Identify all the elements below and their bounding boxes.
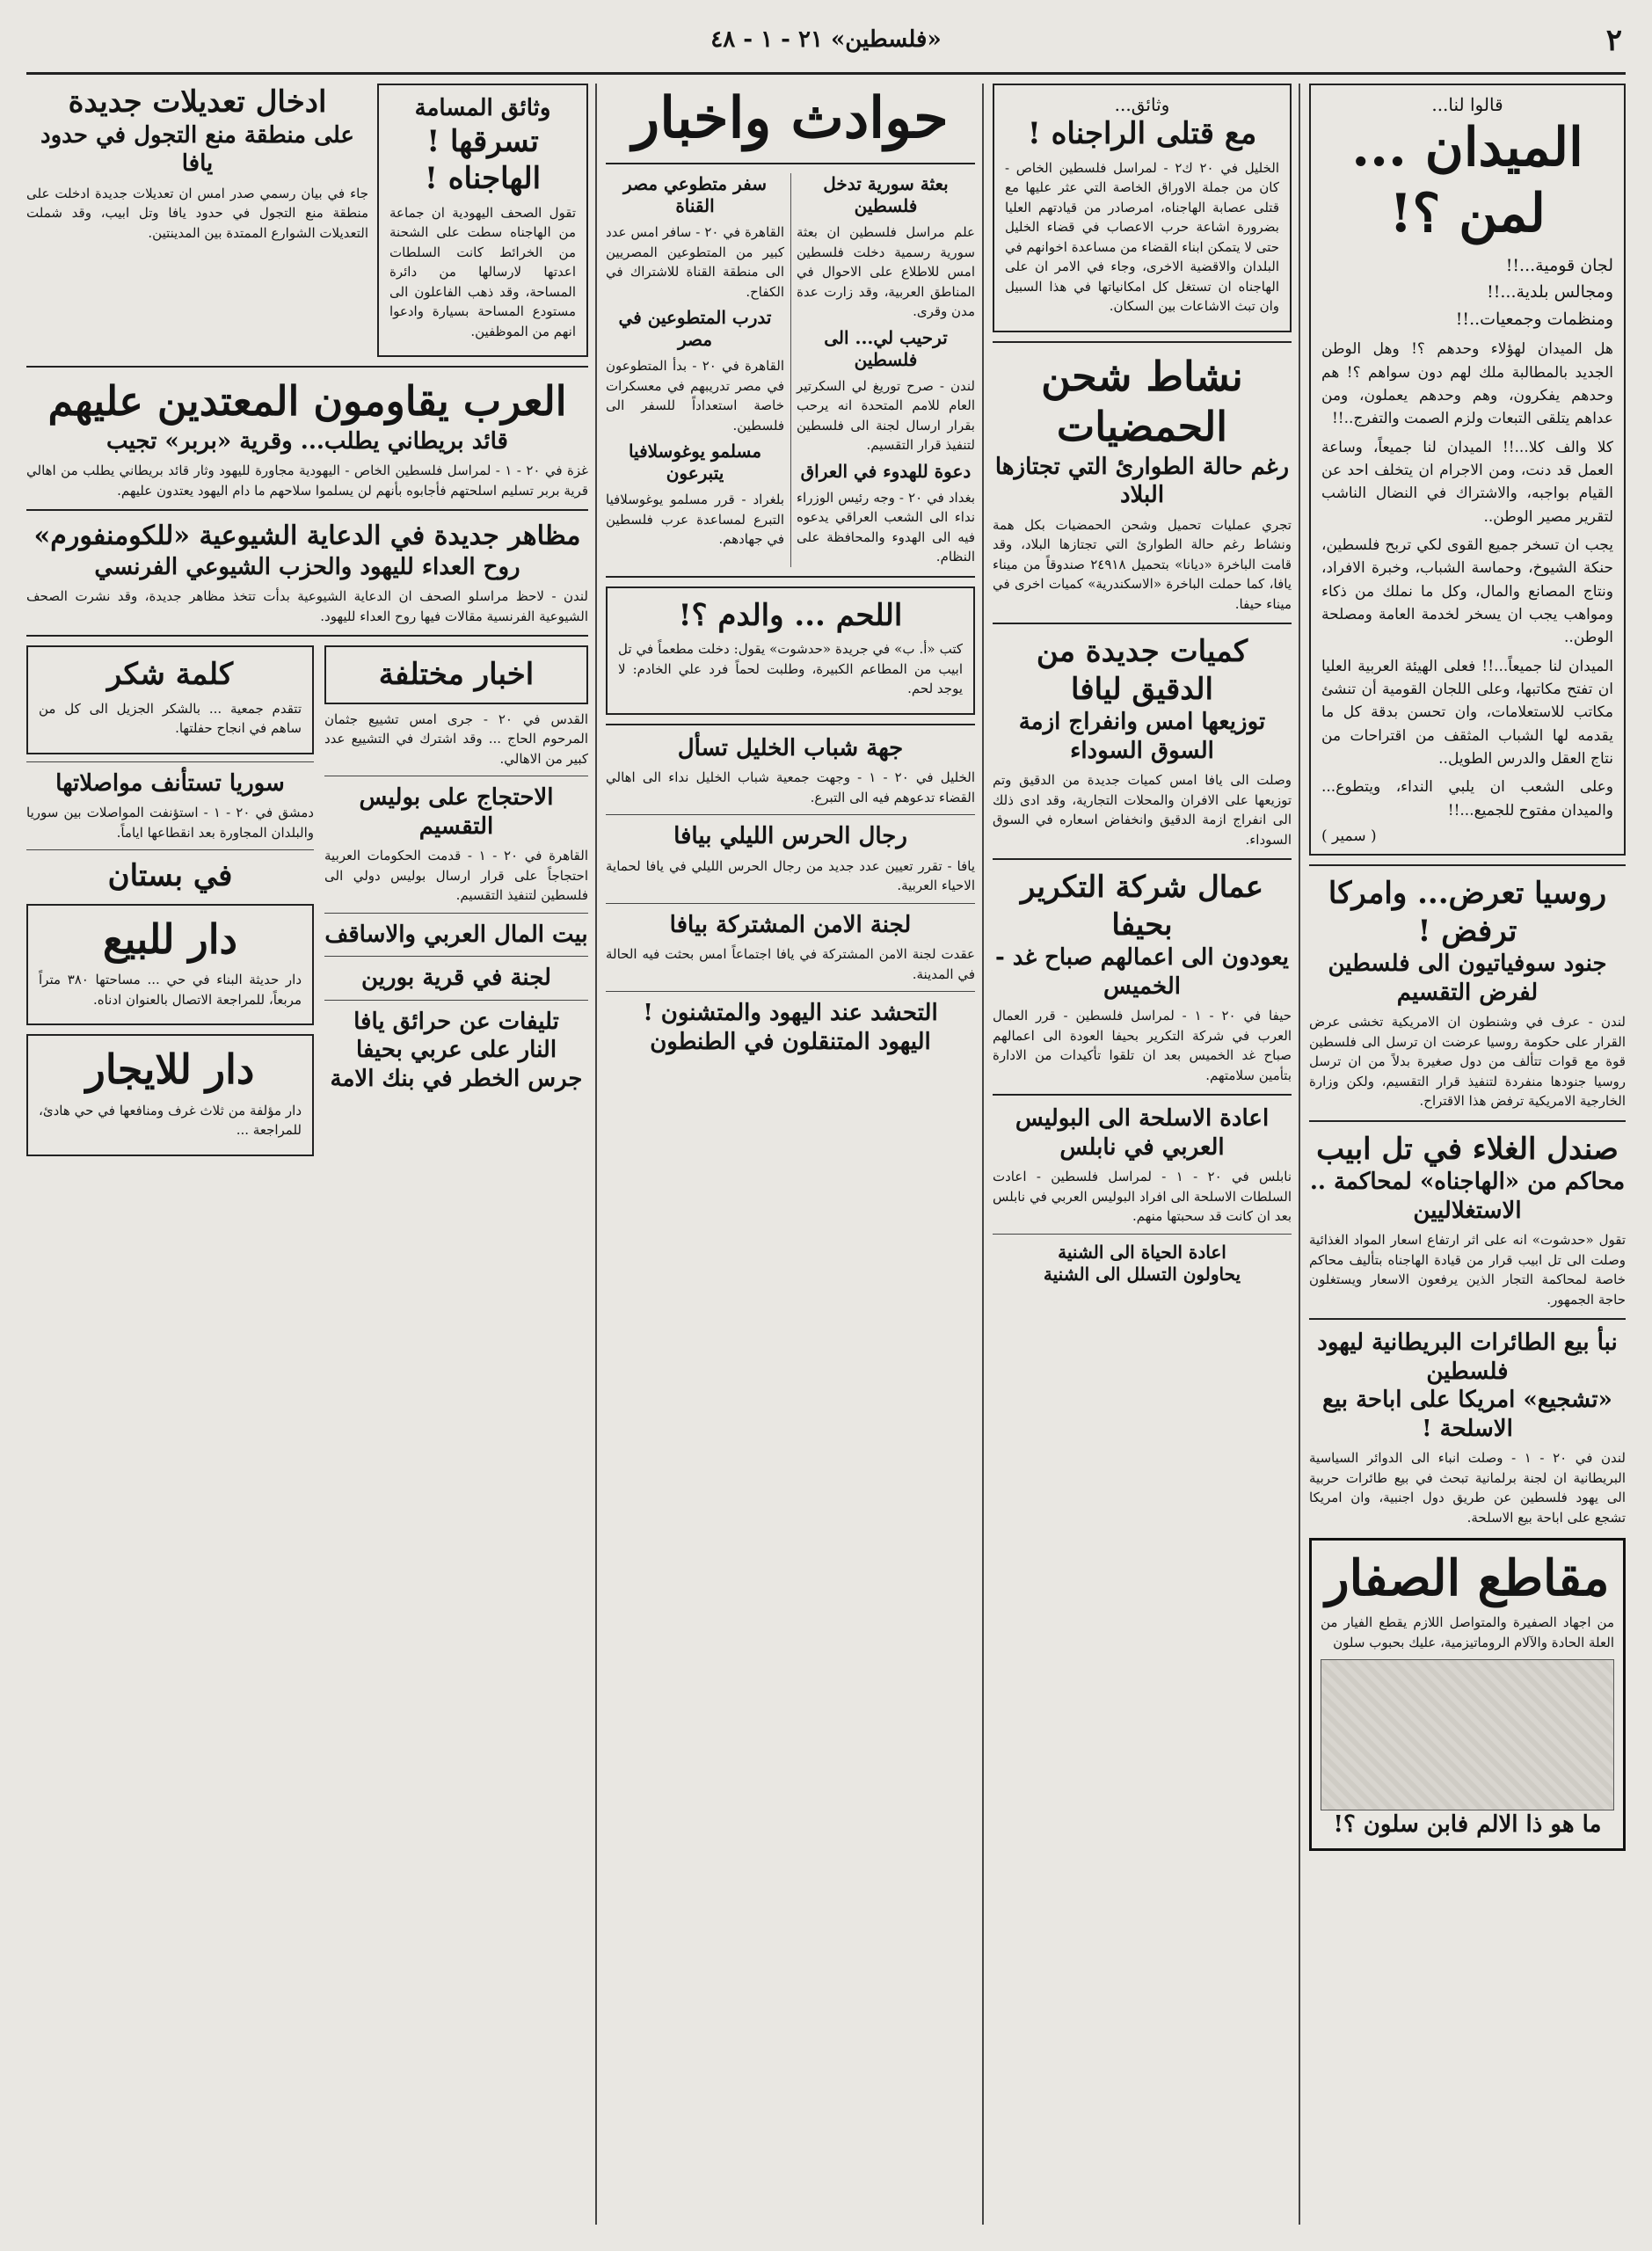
flour-body: وصلت الى يافا امس كميات جديدة من الدقيق وتم توزيعها على الافران والمحلات التجارية، وقد ادى ذلك الى انفراج ازمة الدقيق وانخفاض اسعاره في السوق السوداء.	[993, 772, 1292, 848]
column-right	[1309, 84, 1626, 2233]
editorial-paragraph: هل الميدان لهؤلاء وحدهم ؟! وهل الوطن الجديد بالمطالبة ملك لهم دون سواهم ؟! هم وحدهم يفكرون، وهم وحدهم يعملون، ومن عداهم يتلقى التبعات ولزم الصمت والتفرج..!!	[1321, 340, 1613, 428]
prices-headline: صندل الغلاء في تل ابيب	[1316, 1131, 1619, 1167]
brief-body: لندن - صرح توريغ لي السكرتير العام للامم المتحدة انه يرحب بقرار ارسال لجنة الى فلسطين لتنفيذ قرار التقسيم.	[797, 377, 975, 453]
syria-body: دمشق في ٢٠ - ١ - استؤنفت المواصلات بين سوريا والبلدان المجاورة بعد انقطاعها اياماً.	[26, 805, 314, 841]
brief-title: جهة شباب الخليل تسأل	[677, 734, 904, 761]
haifa-headline: النار على عربي بحيفا	[355, 1037, 557, 1063]
documents-headline: مع قتلى الراجناه !	[1027, 116, 1257, 151]
survey-subheadline: تسرقها ! الهاجناه !	[424, 123, 542, 196]
flour-subheadline: توزيعها امس وانفراج ازمة السوق السوداء	[1018, 709, 1266, 764]
section-label: قالوا لنا...	[1431, 94, 1503, 115]
police-body: نابلس في ٢٠ - ١ - لمراسل فلسطين - اعادت السلطات الاسلحة الى افراد البوليس العربي في نابلس بعد ان كانت قد سحبتها منهم.	[993, 1169, 1292, 1224]
citrus-subheadline: رغم حالة الطوارئ التي تجتازها البلاد	[994, 453, 1290, 508]
survey-headline: وثائق المسامة	[414, 95, 551, 121]
brief-body: بغداد في ٢٠ - وجه رئيس الوزراء نداء الى الشعب العراقي يدعوه فيه الى الهدوء والمحافظة على النظام.	[797, 489, 975, 565]
column-center	[606, 84, 975, 2233]
brief-title: سفر متطوعي مصر القناة	[622, 173, 768, 216]
issue-line: «فلسطين» ٢١ - ١ - ٤٨	[710, 26, 942, 53]
brief-title: اليهود المتنقلون في الطنطون	[650, 1028, 931, 1055]
misc-body: القدس في ٢٠ - جرى امس تشييع جثمان المرحوم الحاج ... وقد اشترك في التشييع عدد كبير من الاهالي.	[324, 710, 588, 767]
documents-body: الخليل في ٢٠ ك٢ - لمراسل فلسطين الخاص - كان من جملة الاوراق الخاصة التي عثر عليها مع قتلى عصابة الهاجناه، امرصادر من قيادتهم العليا بضرورة اشاعة حرب الاعصاب في قضاء الخليل حتى لا يتمكن ابناء القضاء من مساعدة اخوانهم في البلدان والاقضية الاخرى، وجاء في الامر ان على الهاجناه ان تستغل كل امكانياتها في هذا السبيل وان تبث الاشاعات بين السكان.	[1005, 159, 1280, 314]
signature: ( سمير )	[1321, 827, 1377, 846]
brief-title: تدرب المتطوعين في مصر	[618, 307, 772, 350]
arabs-body: غزة في ٢٠ - ١ - لمراسل فلسطين الخاص - اليهودية مجاورة لليهود وثار قائد بريطاني يطلب من اهالي قرية بربر تسليم اسلحتهم فأجابوه بأنهم لن يسلموا سلاحهم ما دام اليهود يعتدون عليهم.	[26, 463, 588, 499]
prices-subheadline: محاكم من «الهاجناه» لمحاكمة .. الاستغلاليين	[1309, 1169, 1626, 1224]
russia-body: لندن - عرف في وشنطون ان الامريكية تخشى عرض القرار على حكومة روسيا عرضت ان ترسل الى فلسطين قوة مع قوات تتألف من دول صغيرة بدلاً من ان ترسل روسيا جنودها منفردة لتنفيذ قرار التقسيم، ولكن وزارة الخارجية الامريكية ترفض هذا الاقتراح.	[1309, 1014, 1626, 1110]
top-left-row	[26, 84, 588, 357]
ad-title: مقاطع الصفار	[1325, 1549, 1610, 1608]
intro-list	[1321, 252, 1613, 332]
classifieds	[26, 645, 314, 1156]
masthead	[26, 16, 1626, 75]
curfew-article	[26, 84, 368, 357]
arabs-subheadline: قائد بريطاني يطلب... وقرية «بربر» تجيب	[106, 427, 508, 455]
brief-title: بعثة سورية تدخل فلسطين	[823, 173, 949, 216]
prices-body: تقول «حدشوت» انه على اثر ارتفاع اسعار المواد الغذائية وصلت الى تل ابيب قرار من قيادة الهاجناه بتأليف محاكم خاصة لمحاكمة التجار الذين يرفعون الاسعار ويستغلون حاجة الجمهور.	[1309, 1232, 1626, 1308]
refinery-subheadline: يعودون الى اعمالهم صباح غد - الخميس	[994, 944, 1290, 1000]
arabs-headline: العرب يقاومون المعتدين عليهم	[47, 377, 567, 425]
rent-body: دار مؤلفة من ثلاث غرف ومنافعها في حي هادئ، للمراجعة ...	[39, 1102, 302, 1138]
ad-body: من اجهاد الصفيرة والمتواصل اللازم يقطع الفيار من العلة الحادة والآلام الروماتيزمية، عليك بحبوب سلون	[1321, 1614, 1614, 1650]
editorial-box	[1309, 84, 1626, 856]
thanks-body: تتقدم جمعية ... بالشكر الجزيل الى كل من ساهم في انجاح حفلتها.	[39, 700, 302, 736]
news-section-headline: حوادث واخبار	[632, 85, 949, 151]
column-right-2	[993, 84, 1292, 2233]
misc-news	[324, 645, 588, 1156]
lower-left-row	[26, 645, 588, 1156]
flour-headline: كميات جديدة من الدقيق ليافا	[1036, 634, 1248, 707]
communism-body: لندن - لاحظ مراسلو الصحف ان الدعاية الشيوعية بدأت تتخذ مظاهر جديدة، وقد نشرت الصحف الشيوعية الفرنسية مقالات فيها روح العداء لليهود.	[26, 588, 588, 624]
survey-body: تقول الصحف اليهودية ان جماعة من الهاجناه سطت على الشحنة من الخرائط كانت السلطات اعدتها لارسالها من دائرة المساحة، وقد ذهب الفاعلون الى مستودع المساحة بسيارة وادعوا انهم من الموظفين.	[389, 204, 576, 339]
citrus-headline: نشاط شحن الحمضيات	[1041, 352, 1243, 450]
brief-title: رجال الحرس الليلي بيافا	[673, 823, 907, 849]
brief-body: عقدت لجنة الامن المشتركة في يافا اجتماعاً امس بحثت فيه الحالة في المدينة.	[606, 946, 975, 982]
police-headline: اعادة الاسلحة الى البوليس العربي في نابلس	[1015, 1105, 1270, 1161]
brief-body: الخليل في ٢٠ - ١ - وجهت جمعية شباب الخليل نداء الى اهالي القضاء تدعوهم فيه الى التبرع.	[606, 769, 975, 805]
documents-box	[993, 84, 1292, 332]
list-item: لجان قومية...!!	[1505, 256, 1613, 275]
sale-ad	[26, 904, 314, 1026]
rent-title: دار للايجار	[85, 1045, 255, 1093]
advertisement	[1309, 1538, 1626, 1851]
news-briefs	[606, 173, 975, 567]
syria-headline: سوريا تستأنف مواصلاتها	[55, 769, 285, 797]
ad-slogan: ما هو ذا الالم فابن سلون ؟!	[1333, 1811, 1602, 1839]
brief-title: ترحيب لي... الى فلسطين	[824, 326, 948, 370]
thanks-headline: كلمة شكر	[106, 657, 234, 692]
fire-headline: تليفات عن حرائق يافا	[353, 1008, 559, 1035]
page-number: ٢	[1605, 23, 1622, 58]
village-headline: لجنة في قرية بورين	[361, 965, 551, 991]
editorial-paragraph: وعلى الشعب ان يلبي النداء، ويتطوع... والميدان مفتوح للجميع...!!	[1321, 778, 1613, 820]
protest-headline: الاحتجاج على بوليس التقسيم	[359, 784, 554, 840]
thanks-box	[26, 645, 314, 754]
brief-body: القاهرة في ٢٠ - سافر امس عدد كبير من المتطوعين المصريين الى منطقة القناة للاشتراك في الكفاح.	[606, 224, 784, 300]
ad-illustration	[1321, 1659, 1614, 1810]
sale-body: دار حديثة البناء في حي ... مساحتها ٣٨٠ متراً مربعاً، للمراجعة الاتصال بالعنوان ادناه.	[39, 972, 302, 1008]
brief-title: التحشد عند اليهود والمتشنون !	[643, 1000, 938, 1026]
brief-body: بلغراد - قرر مسلمو يوغوسلافيا التبرع لمساعدة عرب فلسطين في جهادهم.	[606, 492, 784, 547]
brief-body: يافا - تقرر تعيين عدد جديد من رجال الحرس الليلي في يافا لحماية الاحياء العربية.	[606, 857, 975, 893]
meat-body: كتب «أ. ب» في جريدة «حدشوت» يقول: دخلت مطعماً في تل ابيب من المطاعم الكبيرة، وطلبت لحماً فرد علي الخادم: لا يوجد لحم.	[618, 641, 963, 696]
russia-headline: روسيا تعرض... وامركا ترفض !	[1328, 876, 1607, 949]
brief-title: لجنة الامن المشتركة بيافا	[669, 911, 912, 938]
communism-subheadline: روح العداء لليهود والحزب الشيوعي الفرنسي	[94, 553, 520, 580]
brief-body: القاهرة في ٢٠ - بدأ المتطوعون في مصر تدريبهم في معسكرات خاصة استعداداً للسفر الى فلسطين.	[606, 358, 784, 433]
curfew-headline: ادخال تعديلات جديدة	[68, 84, 327, 120]
editorial-paragraph: الميدان لنا جميعاً...!! فعلى الهيئة العربية العليا ان تفتح مكاتبها، وعلى اللجان القومية أن تنشئ مكاتب للاستعلامات، وان تحسن بدقة كل ما يقدمه لها الشباب المثقف من اقتراحات من نتاج العقل والدرس الطويل..	[1321, 657, 1613, 769]
sub-headline: اعادة الحياة الى الشنية	[1058, 1241, 1226, 1263]
brief-title: دعوة للهدوء في العراق	[800, 460, 972, 482]
column-left	[26, 84, 588, 2233]
list-item: ومنظمات وجمعيات..!!	[1455, 309, 1613, 329]
brief-title: مسلمو يوغوسلافيا يتبرعون	[628, 441, 762, 484]
meat-box	[606, 586, 975, 715]
russia-subheadline: جنود سوفياتيون الى فلسطين لفرض التقسيم	[1328, 951, 1607, 1006]
curfew-subheadline: على منطقة منع التجول في حدود يافا	[40, 121, 354, 177]
editorial-paragraph: كلا والف كلا...!! الميدان لنا جميعاً، وساعة العمل قد دنت، ومن الاجرام ان يتخلف احد عن القيام بواجبه، والاشتراك في النضال الناشب لتقرير مصير الوطن..	[1321, 438, 1613, 526]
curfew-body: جاء في بيان رسمي صدر امس ان تعديلات جديدة ادخلت على منطقة منع التجول في حدود يافا وتل ابيب، وقد شملت التعديلات الشوارع الممتدة بين المدينتين.	[26, 185, 368, 241]
misc-headline: اخبار مختلفة	[378, 657, 535, 692]
section-label: وثائق...	[1114, 94, 1170, 115]
list-item: ومجالس بلدية...!!	[1487, 282, 1613, 302]
citrus-body: تجري عمليات تحميل وشحن الحمضيات بكل همة ونشاط رغم حالة الطوارئ التي تجتازها البلاد، وقد قامت الباخرة «ديانا» بتحميل ٢٤٩١٨ صندوقاً من ميناء يافا، كما حملت الباخرة «الاسكندرية» كميات اخرى في ميناء حيفا.	[993, 516, 1292, 612]
bank-headline: جرس الخطر في بنك الامة	[330, 1065, 583, 1092]
protest-body: القاهرة في ٢٠ - ١ - قدمت الحكومات العربية احتجاجاً على قرار ارسال بوليس دولي الى فلسطين لتنفيذ التقسيم.	[324, 848, 588, 903]
planes-body: لندن في ٢٠ - ١ - وصلت انباء الى الدوائر السياسية البريطانية ان لجنة برلمانية تبحث في بيع طائرات حربية الى يهود فلسطين عن طريق دول اجنبية، وان امريكا تشجع على اباحة بيع الاسلحة.	[1309, 1450, 1626, 1526]
communism-headline: مظاهر جديدة في الدعاية الشيوعية «للكومنفورم»	[33, 521, 581, 551]
garden-headline: في بستان	[107, 858, 233, 893]
survey-box	[377, 84, 588, 357]
sub-headline: يحاولون التسلل الى الشنية	[1043, 1263, 1241, 1285]
misc-box	[324, 645, 588, 704]
sale-title: دار للبيع	[103, 914, 237, 963]
meat-headline: اللحم ... والدم ؟!	[678, 597, 903, 633]
planes-headline: نبأ بيع الطائرات البريطانية ليهود فلسطين	[1317, 1329, 1618, 1385]
brief-body: علم مراسل فلسطين ان بعثة سورية رسمية دخلت فلسطين امس للاطلاع على الاحوال في المناطق العربية، وقد زارت عدة مدن وقرى.	[797, 224, 975, 319]
treasury-headline: بيت المال العربي والاساقف	[324, 921, 588, 948]
editorial-headline: الميدان ... لمن ؟!	[1351, 117, 1583, 244]
refinery-body: حيفا في ٢٠ - ١ - لمراسل فلسطين - قرر العمال العرب في شركة التكرير بحيفا العودة الى اعمالهم صباح غد الخميس بعد ان تلقوا تأكيدات من الادارة بتأمين سلامتهم.	[993, 1008, 1292, 1083]
refinery-headline: عمال شركة التكرير بحيفا	[1020, 870, 1264, 943]
editorial-paragraph: يجب ان تسخر جميع القوى لكي تربح فلسطين، حنكة الشيوخ، وحماسة الشباب، وخبرة الافراد، ونتاج المصانع والمال، وكل ما نملك من ذكاء ومواهب يجب ان يسخر لخدمة العامة ومصلحة الوطن..	[1321, 535, 1613, 647]
rent-ad	[26, 1034, 314, 1156]
planes-subheadline: «تشجيع» امريكا على اباحة بيع الاسلحة !	[1322, 1387, 1612, 1442]
